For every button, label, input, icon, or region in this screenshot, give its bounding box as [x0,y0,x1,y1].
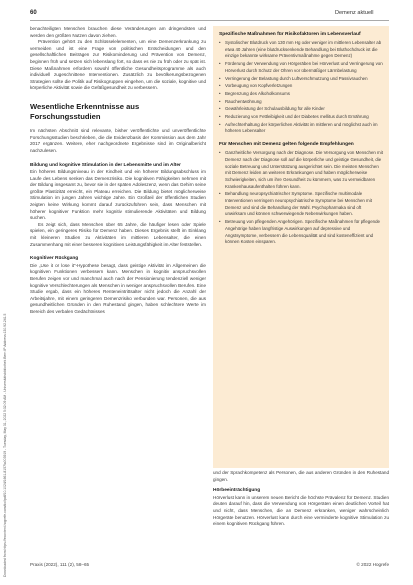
list-item: • Verringerung der Belastung durch Luftverschmutzung und Passivrauchen [219,76,383,83]
dementia-care-list [219,150,383,246]
list-item: • Förderung der Verwendung von Hörgeräben bei Hörverlust und Verringerung von Hörverlust durch Schutz der Ohren vor übermäßiger Lärmbelastung [219,61,383,74]
box-heading-risk-factors: Spezifische Maßnahmen für Risikofaktoren im Lebensverlauf [219,32,361,37]
page-number: 60 [30,10,37,16]
section-title: Wesentliche Erkenntnisse aus Forschungsstudien [30,101,140,121]
recommendations-box [213,26,389,468]
body-paragraph: Die „Use it or lose it“-Hypothese besagt, dass geistige Aktivität im Allgemeinen die kognitiven Funktionen verbessern kann. Menschen in kognitiv anspruchsvollen Berufen zeigen vor und manchmal auch nach der Pensionierung tendenziell weniger kognitive Verschlechterungen als Menschen in weniger anspruchsvollen Berufen. Eine Studie ergab, dass ein höheres Renteneintrittsalter nicht jedoch die Anzahl der Arbeitsjahre, mit einem geringeren Demenzrisiko verbunden war. Personen, die aus gesundheitlichen Gründen in den Ruhestand gingen, haben schlechtere Werte im Bereich des verbalen Gedächtnisses [30,262,206,314]
section-paragraph: Im nächsten Abschnitt sind relevante, bisher veröffentlichte und unveröffentlichte Forschungsstudien beschrieben, die die Evidenzbasis der Kommission aus dem Jahr 2017 ergänzen. Weitere, eher nachgeordnete Ergebnisse sind im Originalbericht nachzulesen. [30,128,206,153]
list-item: • Gewährleistung der Schulausbildung für alle Kinder [219,106,383,113]
subheading-cognitive-decline: Kognitiver Rückgang [30,256,79,262]
list-item: • Reduzierung von Fettleibigkeit und der Diabetes mellitus durch Ernährung [219,114,383,121]
body-paragraph: Hörverlust kann in unserem neuen Bericht die höchste Prävalenz für Demenz. Studien deuten darauf hin, dass die Verwendung von Hörgeräten einen deutlichen Vorteil hat und nicht, dass Menschen, die an Demenz erkranken, weniger wahrscheinlich Hörgeräte benutzen. Hörverlust kann durch eine verminderte kognitive Stimulation zu einem kognitiven Rückgang führen. [213,494,389,527]
running-header-title: Demenz aktuell [335,10,374,16]
download-watermark-strip [0,0,10,585]
download-watermark-text: Downloaded from https://econtent.hogrefe.com/doi/pdf/10.1024/1661-8157/a003919 - Tuesday, May 31, 2022 5:32:09 AM - Universitätsbibliothek Bern IP Address:130.92.241.5 [3,313,7,577]
list-item: • Ganzheitliche Versorgung nach der Diagnose. Die Versorgung von Menschen mit Demenz nach der Diagnose soll auf die körperliche und geistige Gesundheit, die soziale Betreuung und Unterstützung ausgerichtet sein. Die meisten Menschen mit Demenz leiden an weiteren Erkrankungen und haben möglicherweise Schwierigkeiten, sich um ihre Gesundheit zu kümmern, was zu vermeidbaren Krankenhausaufenthalten führen kann. [219,150,383,190]
subheading-education: Bildung und kognitive Stimulation in der Lebensmitte und im Alter [30,162,181,168]
box-heading-dementia-care: Für Menschen mit Demenz gelten folgende Empfehlungen [219,142,354,148]
copyright-notice: © 2022 Hogrefe [356,562,389,567]
list-item: • Rauchentwöhnung [219,99,383,106]
list-item: • Behandlung neuropsychiatrischer Symptome. Spezifische multimodale Interventionen verringern neuropsychiatrische Symptome bei Menschen mit Demenz und sind die Behandlung der Wahl. Psychopharmaka sind oft unwirksam und können schwerwiegende Nebenwirkungen haben. [219,191,383,218]
body-paragraph: und der Sprachkompetenz als Personen, die aus anderen Gründen in den Ruhestand gingen. [213,470,389,482]
risk-factor-list [219,40,383,135]
intro-paragraph: benachteiligten Menschen brauchen diese Veränderungen am dringendsten und werden den größten Nutzen davon ziehen. [30,26,206,38]
list-item: • Aufrechterhaltung der körperlichen Aktivität im mittleren und möglichst auch im höheren Lebensalter [219,122,383,135]
journal-citation: Praxis (2022), 111 (2), 58–65 [30,562,90,567]
list-item: • Betreuung von pflegenden Angehörigen. Spezifische Maßnahmen für pflegende Angehörige haben langfristige Auswirkungen auf depressive und Angstsymptome, verbessern die Lebensqualität und sind kosteneffizient und können Kosten einsparen. [219,219,383,246]
subheading-hearing: Hörbeeinträchtigung [213,488,261,494]
body-paragraph: Ein höheres Bildungsniveau in der Kindheit und ein höherer Bildungsabschluss im Laufe des Lebens senken das Demenzrisiko. Die kognitiven Fähigkeiten nehmen mit der Bildung insgesamt zu, bevor sie in der späten Adoleszenz, wenn das Gehirn seine größte Plastizität erreicht, ein Plateau erreichen. Die Bildung bietet möglicherweise Stimulation im jungen Jahren wichtige Jahre. Ein Großteil der öffentlichen Studien zeigten keine Wirkung kommt darauf zurückzuführen sein, dass Menschen mit höherer kognitiver Funktion mehr kognitiv stimulierende Aktivitäten und Bildung suchen. [30,169,206,221]
right-column [213,470,389,528]
intro-paragraph: Prävention gehört zu den Schlüsselelementen, um eine Demenzerkrankung zu vermeiden und ist eine Frage von politischen Entscheidungen und den gesellschaftlichen Beiträgen zur Risikominderung und Prävention von Demenz, beginnen früh und setzen sich lebenslang fort, so dass es nie zu früh oder zu spät ist. Diese Maßnahmen erfordern sowohl öffentliche Gesundheitsprogramme als auch individuell zugeschnittene Interventionen. Zusätzlich zu bevölkerungsbezogenen Strategien sollte die Politik auf Risikogruppen eingehen, um die soziale, kognitive und körperliche Aktivität sowie die Gefäßgesundheit zu verbessern. [30,39,206,91]
body-paragraph: Es zeigt sich, dass Menschen über 65 Jahre, die häufiger lesen oder Spiele spielen, ein geringeres Risiko für Demenz haben. Dieses Ergebnis stellt im Einklang mit kleineren Studien zu Aktivitäten im mittleren Lebensalter, die einen Zusammenhang mit einer besseren kognitiven Leistungsfähigkeit im Alter feststellen. [30,221,206,247]
left-column [30,26,206,316]
header-divider [30,20,389,21]
list-item: • Systolischer Blutdruck von 130 mm Hg oder weniger im mittleren Lebensalter ab etwa 40 Jahren (eine blutdrucksenkende Behandlung bei Bluthochdruck ist die einzige bekannte wirksame Präventivmaßnahme gegen Demenz) [219,40,383,60]
list-item: • Begrenzung des Alkoholkonsums [219,91,383,98]
list-item: • Vorbeugung von Kopfverletzungen [219,83,383,90]
